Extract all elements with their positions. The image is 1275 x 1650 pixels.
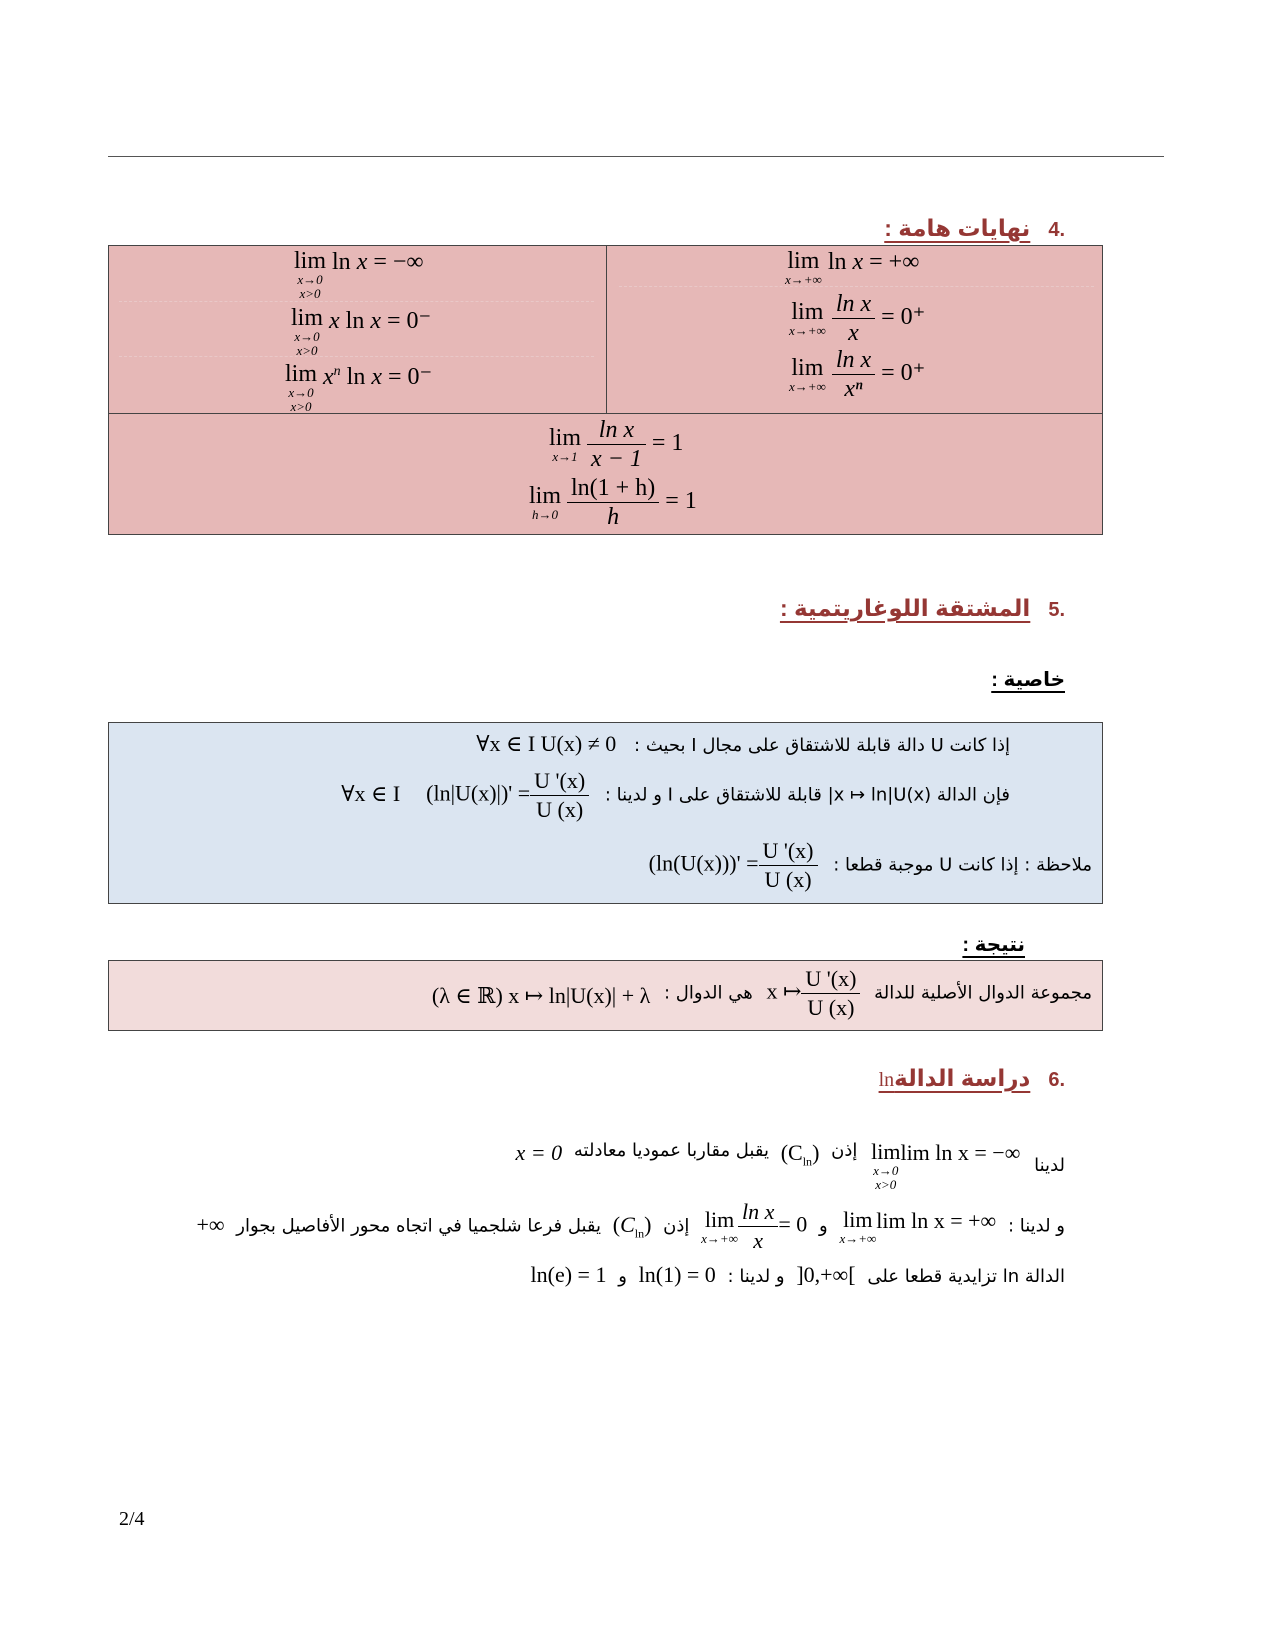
section-6-heading bbox=[879, 1065, 1065, 1092]
property-box bbox=[108, 722, 1103, 904]
limit-ln-x-over-x-minus-1: lim x→1 $\frac{\text{ln x}}{x - 1}$ = 1 bbox=[549, 417, 684, 472]
limit-ln-x-over-xn: lim x→+∞ $\frac{\text{ln x}}{\text{xⁿ}}$ = 0⁺ bbox=[789, 347, 926, 402]
section-5-title: المشتقة اللوغاريتمية : bbox=[779, 595, 1031, 621]
study-line-1: لدينا lim x→0 x>0 lim ln x = −∞ إذن $(C_{ln})$ يقبل مقاربا عموديا معادلته x = 0 bbox=[515, 1139, 1065, 1192]
limits-table bbox=[108, 245, 1103, 535]
page-number: 2/4 bbox=[119, 1508, 145, 1530]
property-line-2: فإن الدالة x ↦ ln|U(x)| قابلة للاشتقاق على I و لدينا : ∀x ∈ I (ln|U(x)|)' = $\frac{U '(x)}{U (x)}$ bbox=[341, 768, 1010, 822]
study-line-3: الدالة ln تزايدية قطعا على ]0,+∞[ و لدينا : ln(1) = 0 و ln(e) = 1 bbox=[530, 1262, 1065, 1287]
limit-x-ln-x-at-0: lim x→0 x>0 x ln x = 0⁻ bbox=[291, 305, 432, 358]
section-6-title-function: ln bbox=[878, 1069, 895, 1091]
property-label: خاصية : bbox=[991, 669, 1065, 691]
section-5-heading bbox=[780, 595, 1065, 622]
limit-ln-1-plus-h-over-h: lim h→0 $\frac{\ln(1 + h)}{h}$ = 1 bbox=[529, 475, 697, 530]
limit-ln-x-over-x: lim x→+∞ $\frac{\text{ln x}}{x}$ = 0⁺ bbox=[789, 291, 926, 346]
section-4-number: .4 bbox=[1048, 219, 1065, 241]
section-6-number: .6 bbox=[1048, 1069, 1065, 1091]
header-rule bbox=[108, 156, 1164, 157]
property-line-1: إذا كانت U دالة قابلة للاشتقاق على مجال I بحيث : ∀x ∈ I U(x) ≠ 0 bbox=[476, 731, 1010, 756]
limit-xn-ln-x-at-0: lim x→0 x>0 $x^n$ ln x = 0⁻ bbox=[285, 361, 433, 414]
property-note-line: ملاحظة : إذا كانت U موجبة قطعا : (ln(U(x)))' = $\frac{U '(x)}{U (x)}$ bbox=[648, 838, 1092, 892]
result-box bbox=[108, 960, 1103, 1031]
limit-ln-x-at-0: lim x→0 x>0 ln x = −∞ bbox=[294, 248, 424, 301]
result-line: مجموعة الدوال الأصلية للدالة x ↦ $\frac{U '(x)}{U (x)}$ هي الدوال : (λ ∈ ℝ) x ↦ ln|U(x)| + λ bbox=[431, 966, 1092, 1020]
result-label: نتيجة : bbox=[962, 934, 1025, 956]
section-4-title: نهايات هامة : bbox=[884, 215, 1031, 241]
table-divider-horizontal bbox=[109, 413, 1102, 414]
section-6-title: دراسة الدالة bbox=[894, 1065, 1031, 1091]
section-5-number: .5 bbox=[1048, 599, 1065, 621]
limit-ln-x-at-infinity: lim x→+∞ ln x = +∞ bbox=[785, 248, 920, 287]
section-4-heading bbox=[884, 215, 1065, 242]
study-line-2: و لدينا : lim x→+∞ lim ln x = +∞ و lim x→+∞ $\frac{\text{ln x}}{x}$ = 0 إذن $(C_{ln})$ يقبل فرعا شلجميا في اتجاه محور الأفاصيل بجوار +∞ bbox=[196, 1199, 1065, 1253]
table-divider-vertical bbox=[606, 246, 607, 414]
